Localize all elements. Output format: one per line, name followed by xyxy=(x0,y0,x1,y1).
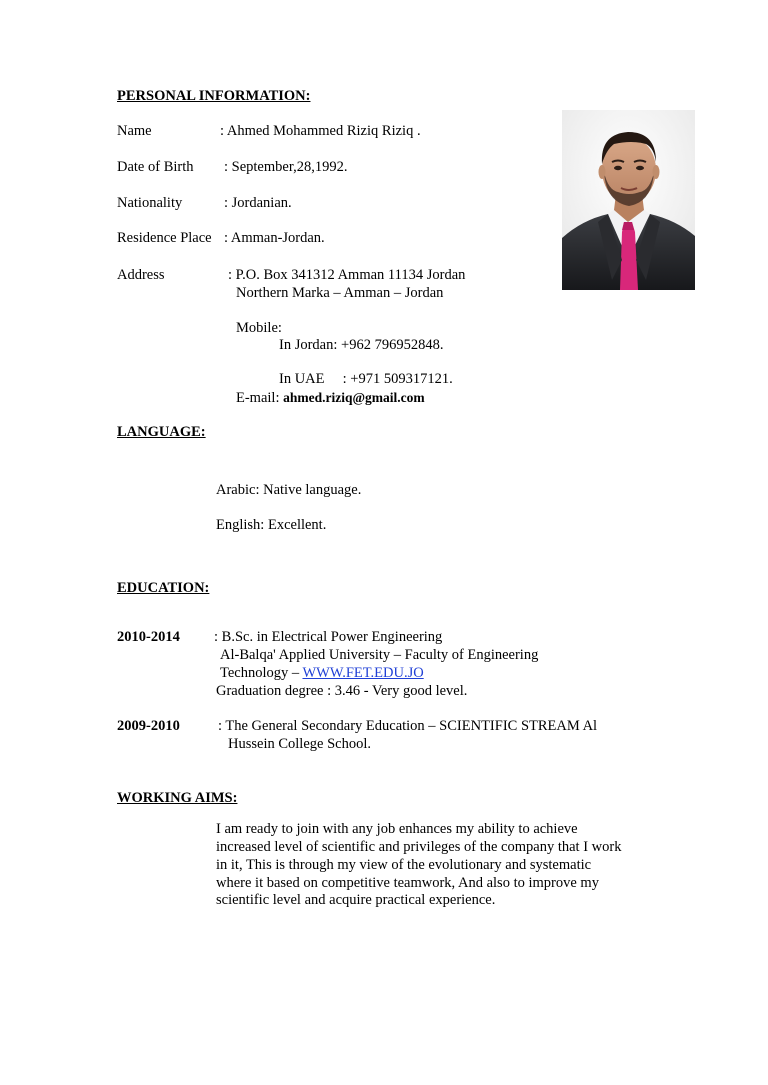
dob-label: Date of Birth xyxy=(117,159,194,175)
aims-line: in it, This is through my view of the evolutionary and systematic xyxy=(216,857,592,873)
mobile-jordan: In Jordan: +962 796952848. xyxy=(279,337,444,353)
education-line: : The General Secondary Education – SCIENTIFIC STREAM Al xyxy=(218,718,598,734)
profile-photo xyxy=(562,110,695,290)
education-line: Al-Balqa' Applied University – Faculty of Engineering xyxy=(220,647,539,663)
residence-label: Residence Place xyxy=(117,230,212,246)
education-line: Technology – xyxy=(220,665,303,681)
education-years: 2009-2010 xyxy=(117,718,180,734)
aims-line: increased level of scientific and privileges of the company that I work xyxy=(216,839,622,855)
email-row xyxy=(236,389,425,407)
mobile-label: Mobile: xyxy=(236,320,282,336)
address-line-1: : P.O. Box 341312 Amman 11134 Jordan xyxy=(228,267,466,283)
address-label: Address xyxy=(117,267,165,283)
education-years: 2010-2014 xyxy=(117,629,180,645)
university-website-link[interactable]: WWW.FET.EDU.JO xyxy=(302,665,424,681)
language-item: Arabic: Native language. xyxy=(216,482,362,498)
aims-line: I am ready to join with any job enhances my ability to achieve xyxy=(216,821,578,837)
education-line-with-link xyxy=(220,665,424,682)
education-line: Hussein College School. xyxy=(228,736,371,752)
mobile-uae: In UAE : +971 509317121. xyxy=(279,371,453,387)
name-label: Name xyxy=(117,123,152,139)
personal-info-heading: PERSONAL INFORMATION: xyxy=(117,88,311,104)
name-value: : Ahmed Mohammed Riziq Riziq . xyxy=(220,123,421,139)
working-aims-heading: WORKING AIMS: xyxy=(117,790,238,806)
email-label: E-mail: xyxy=(236,390,284,406)
graduation-degree: Graduation degree : 3.46 - Very good level. xyxy=(216,683,468,699)
aims-line: where it based on competitive teamwork, And also to improve my xyxy=(216,875,599,891)
nationality-label: Nationality xyxy=(117,195,183,211)
aims-line: scientific level and acquire practical experience. xyxy=(216,892,496,908)
nationality-value: : Jordanian. xyxy=(224,195,292,211)
language-heading: LANGUAGE: xyxy=(117,424,206,440)
dob-value: : September,28,1992. xyxy=(224,159,348,175)
email-value[interactable]: ahmed.riziq@gmail.com xyxy=(283,390,425,405)
residence-value: : Amman-Jordan. xyxy=(224,230,325,246)
language-item: English: Excellent. xyxy=(216,517,327,533)
education-line: : B.Sc. in Electrical Power Engineering xyxy=(214,629,443,645)
address-line-2: Northern Marka – Amman – Jordan xyxy=(236,285,444,301)
education-heading: EDUCATION: xyxy=(117,580,210,596)
